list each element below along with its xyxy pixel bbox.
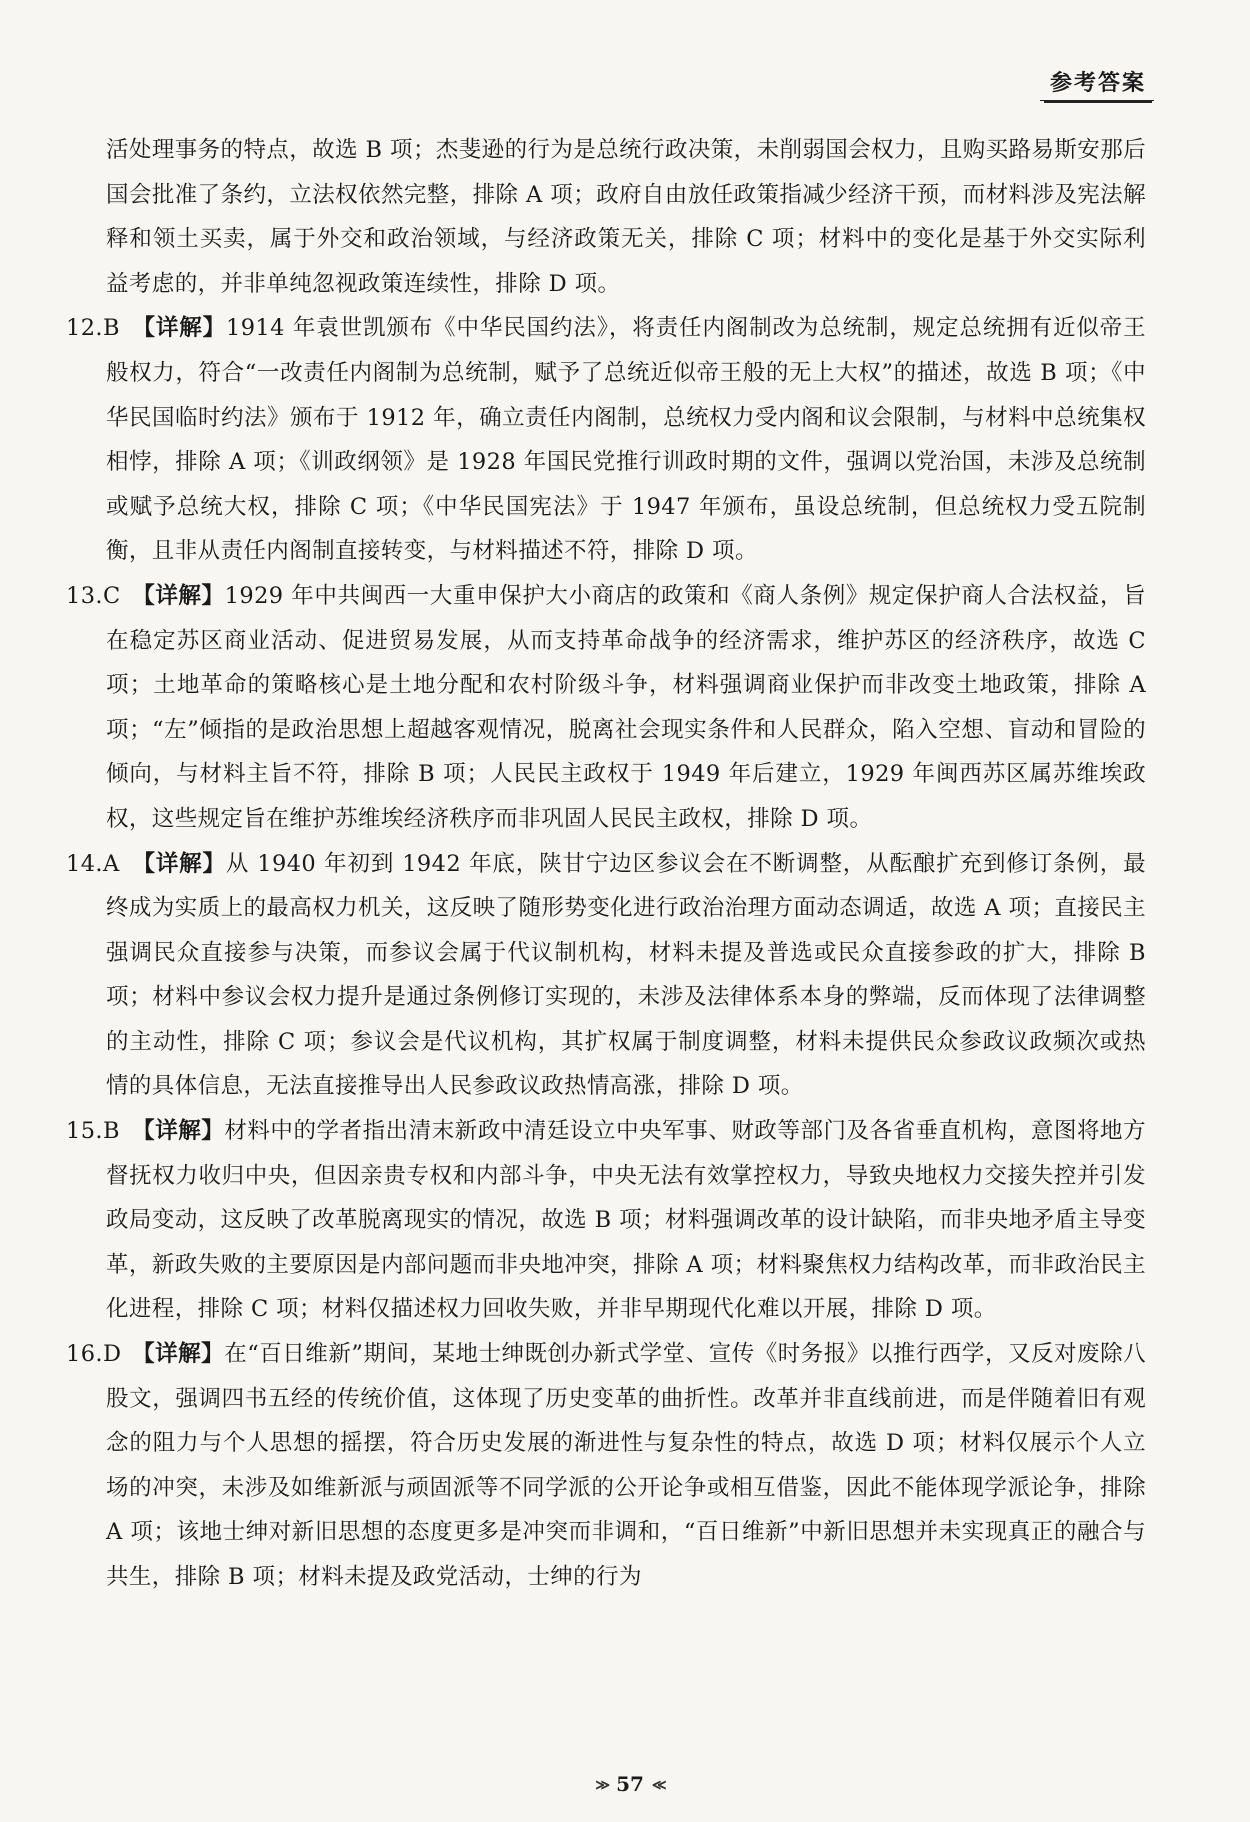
answer-entry-16 [66, 1332, 1146, 1600]
footer-ornament-left: ≫ [595, 1777, 609, 1794]
answer-entry-14 [66, 842, 1146, 1110]
answer-label: 16.D [66, 1341, 122, 1368]
answer-explanation: 材料中的学者指出清末新政中清廷设立中央军事、财政等部门及各省垂直机构，意图将地方督抚权力收归中央，但因亲贵专权和内部斗争，中央无法有效掌控权力，导致央地权力交接失控并引发政局变动，这反映了改革脱离现实的情况，故选 B 项；材料强调改革的设计缺陷，而非央地矛盾主导变革，新政失败的主要原因是内部问题而非央地冲突，排除 A 项；材料聚焦权力结构改革，而非政治民主化进程，排除 C 项；材料仅描述权力回收失败，并非早期现代化难以开展，排除 D 项。 [106, 1118, 1146, 1323]
detail-tag: 【详解】 [132, 315, 226, 342]
answer-entry-15 [66, 1109, 1146, 1332]
detail-tag: 【详解】 [132, 850, 226, 877]
page-footer [565, 1772, 695, 1796]
detail-tag: 【详解】 [132, 1341, 225, 1368]
header-rule [1040, 100, 1154, 101]
answer-entry-12 [66, 306, 1146, 574]
answer-label: 12.B [66, 315, 120, 342]
answer-explanation: 在“百日维新”期间，某地士绅既创办新式学堂、宣传《时务报》以推行西学，又反对废除八股文，强调四书五经的传统价值，这体现了历史变革的曲折性。改革并非直线前进，而是伴随着旧有观念的阻力与个人思想的摇摆，符合历史发展的渐进性与复杂性的特点，故选 D 项；材料仅展示个人立场的冲突，未涉及如维新派与顽固派等不同学派的公开论争或相互借鉴，因此不能体现学派论争，排除 A 项；该地士绅对新旧思想的态度更多是冲突而非调和，“百日维新”中新旧思想并未实现真正的融合与共生，排除 B 项；材料未提及政党活动，士绅的行为 [106, 1341, 1146, 1590]
continuation-paragraph: 活处理事务的特点，故选 B 项；杰斐逊的行为是总统行政决策，未削弱国会权力，且购买路易斯安那后国会批准了条约，立法权依然完整，排除 A 项；政府自由放任政策指减少经济干预，而材料涉及宪法解释和领土买卖，属于外交和政治领域，与经济政策无关，排除 C 项；材料中的变化是基于外交实际利益考虑的，并非单纯忽视政策连续性，排除 D 项。 [106, 137, 1146, 297]
answer-explanation: 从 1940 年初到 1942 年底，陕甘宁边区参议会在不断调整，从酝酿扩充到修订条例，最终成为实质上的最高权力机关，这反映了随形势变化进行政治治理方面动态调适，故选 A 项；直接民主强调民众直接参与决策，而参议会属于代议制机构，材料未提及普选或民众直接参政的扩大，排除 B 项；材料中参议会权力提升是通过条例修订实现的，未涉及法律体系本身的弊端，反而体现了法律调整的主动性，排除 C 项；参议会是代议机构，其扩权属于制度调整，材料未提供民众参政议政频次或热情的具体信息，无法直接推导出人民参政议政热情高涨，排除 D 项。 [106, 850, 1146, 1100]
answer-label: 15.B [66, 1118, 120, 1145]
detail-tag: 【详解】 [132, 582, 225, 609]
footer-ornament-right: ≪ [651, 1777, 665, 1794]
answer-label: 14.A [66, 850, 120, 877]
answer-explanation: 1914 年袁世凯颁布《中华民国约法》，将责任内阁制改为总统制，规定总统拥有近似帝王般权力，符合“一改责任内阁制为总统制，赋予了总统近似帝王般的无上大权”的描述，故选 B 项；《中华民国临时约法》颁布于 1912 年，确立责任内阁制，总统权力受内阁和议会限制，与材料中总统集权相悖，排除 A 项；《训政纲领》是 1928 年国民党推行训政时期的文件，强调以党治国，未涉及总统制或赋予总统大权，排除 C 项；《中华民国宪法》于 1947 年颁布，虽设总统制，但总统权力受五院制衡，且非从责任内阁制直接转变，与材料描述不符，排除 D 项。 [106, 315, 1146, 565]
answer-entry-13 [66, 574, 1146, 842]
answer-label: 13.C [66, 582, 121, 609]
answer-content [66, 128, 1146, 1600]
detail-tag: 【详解】 [132, 1118, 225, 1145]
page-number: 57 [616, 1772, 644, 1796]
answer-explanation: 1929 年中共闽西一大重申保护大小商店的政策和《商人条例》规定保护商人合法权益，旨在稳定苏区商业活动、促进贸易发展，从而支持革命战争的经济需求，维护苏区的经济秩序，故选 C 项；土地革命的策略核心是土地分配和农村阶级斗争，材料强调商业保护而非改变土地政策，排除 A 项；“左”倾指的是政治思想上超越客观情况，脱离社会现实条件和人民群众，陷入空想、盲动和冒险的倾向，与材料主旨不符，排除 B 项；人民民主政权于 1949 年后建立，1929 年闽西苏区属苏维埃政权，这些规定旨在维护苏维埃经济秩序而非巩固人民民主政权，排除 D 项。 [106, 582, 1146, 832]
page-header-title: 参考答案 [1044, 66, 1152, 103]
